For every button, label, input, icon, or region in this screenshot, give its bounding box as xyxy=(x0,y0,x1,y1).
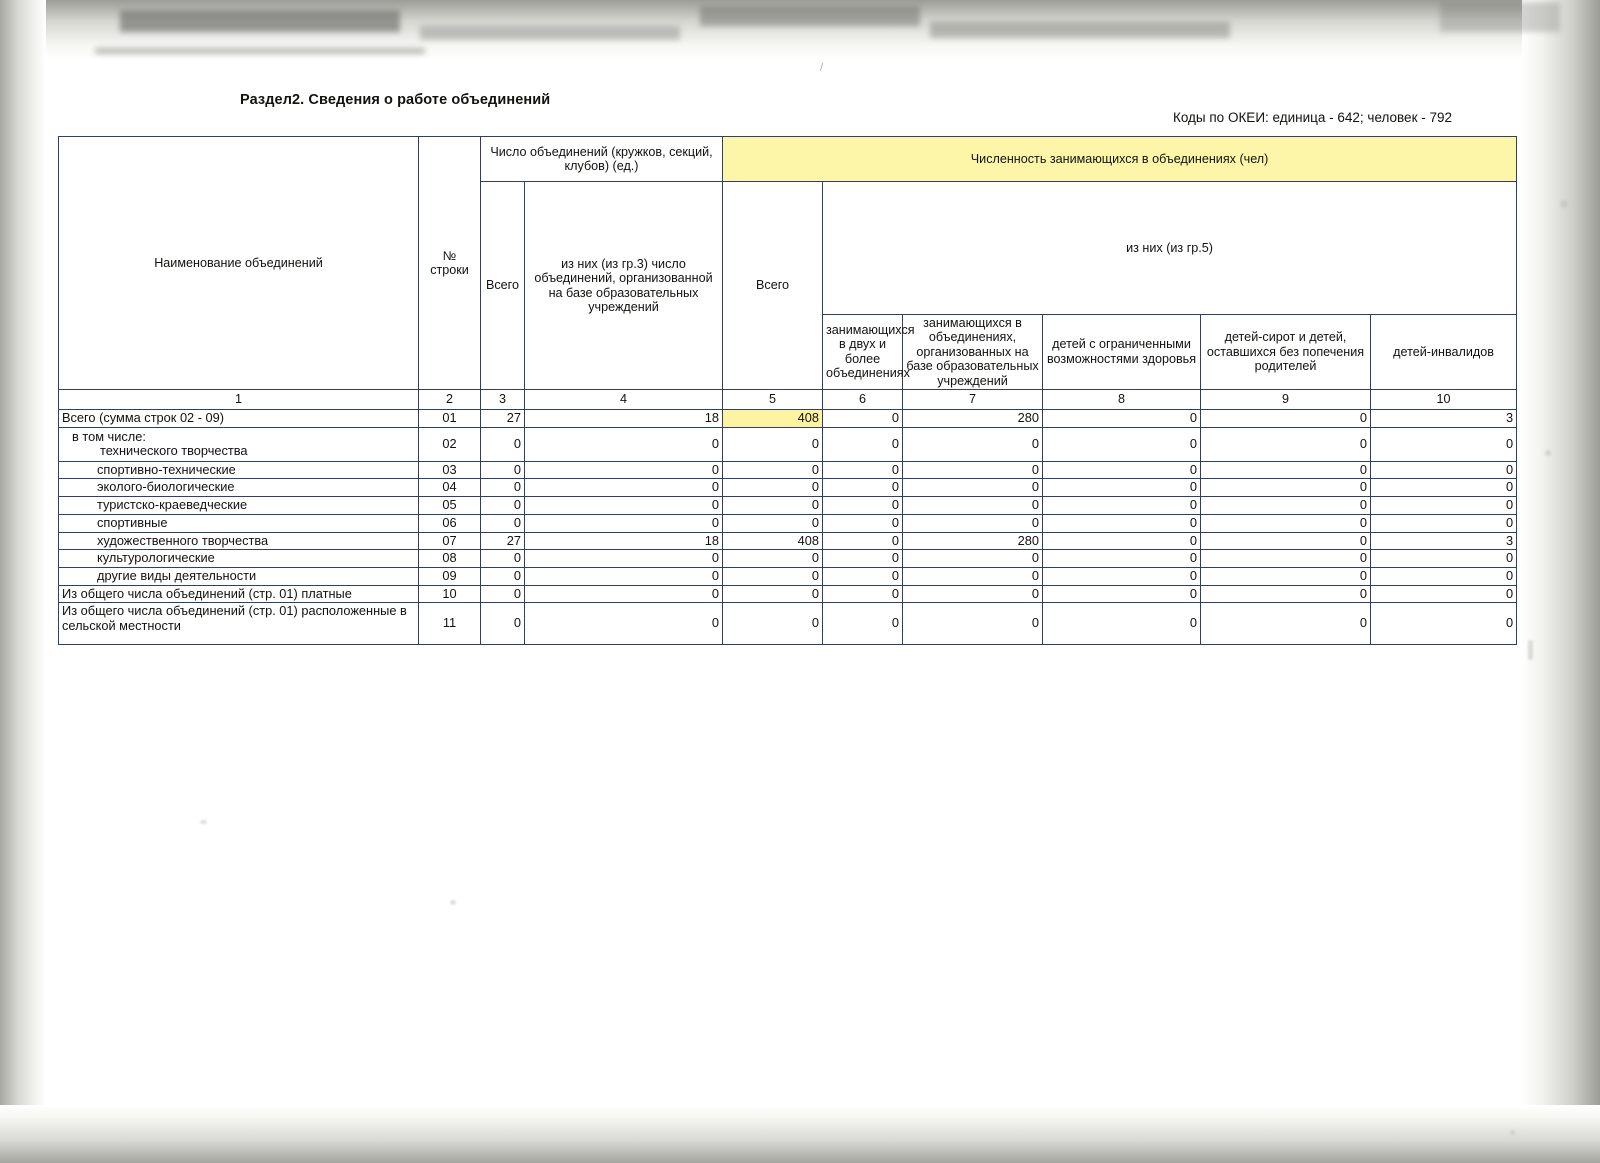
value-cell: 0 xyxy=(823,585,903,603)
value-cell: 0 xyxy=(723,461,823,479)
value-cell: 0 xyxy=(823,479,903,497)
value-cell: 0 xyxy=(1371,427,1517,461)
stray-pen-mark: / xyxy=(820,62,824,74)
scan-smudge xyxy=(700,6,920,26)
paper-fleck xyxy=(1528,640,1533,660)
row-label: художественного творчества xyxy=(59,532,419,550)
header-group-total: Всего xyxy=(481,182,525,390)
value-cell: 0 xyxy=(723,427,823,461)
value-cell: 0 xyxy=(723,514,823,532)
value-cell: 0 xyxy=(723,479,823,497)
value-cell: 0 xyxy=(1043,567,1201,585)
header-people-count: Численность занимающихся в объединениях (чел) xyxy=(723,137,1517,182)
value-cell: 0 xyxy=(823,410,903,428)
colnum-6: 6 xyxy=(823,390,903,410)
value-cell: 0 xyxy=(823,532,903,550)
value-cell: 0 xyxy=(525,497,723,515)
value-cell: 0 xyxy=(903,497,1043,515)
value-cell: 0 xyxy=(1201,585,1371,603)
paper-fleck xyxy=(450,900,456,905)
scan-smudge xyxy=(420,26,680,40)
row-number-cell: 09 xyxy=(419,567,481,585)
table-header-row-1 xyxy=(59,137,1517,182)
value-cell: 0 xyxy=(1043,585,1201,603)
row-number-cell: 03 xyxy=(419,461,481,479)
value-cell: 0 xyxy=(1371,603,1517,645)
value-cell: 0 xyxy=(525,603,723,645)
table-row xyxy=(59,550,1517,568)
scan-smudge xyxy=(120,10,400,32)
value-cell: 0 xyxy=(823,497,903,515)
value-cell: 0 xyxy=(823,567,903,585)
table-row xyxy=(59,410,1517,428)
scan-smudge xyxy=(95,48,425,54)
header-name: Наименование объединений xyxy=(59,137,419,390)
page-title: Раздел2. Сведения о работе объединений xyxy=(240,92,551,108)
value-cell: 408 xyxy=(723,532,823,550)
value-cell: 408 xyxy=(723,410,823,428)
value-cell: 0 xyxy=(481,479,525,497)
scan-smudge xyxy=(930,22,1230,38)
okei-codes-note: Коды по ОКЕИ: единица - 642; человек - 792 xyxy=(1172,110,1452,125)
colnum-2: 2 xyxy=(419,390,481,410)
table-row xyxy=(59,497,1517,515)
value-cell: 0 xyxy=(1371,567,1517,585)
value-cell: 0 xyxy=(1043,410,1201,428)
header-col10: детей-инвалидов xyxy=(1371,314,1517,389)
value-cell: 0 xyxy=(481,427,525,461)
row-number-cell: 04 xyxy=(419,479,481,497)
value-cell: 0 xyxy=(525,427,723,461)
value-cell: 0 xyxy=(1043,461,1201,479)
value-cell: 0 xyxy=(481,567,525,585)
table-row xyxy=(59,585,1517,603)
section2-data-table xyxy=(58,136,1517,645)
scan-edge-left xyxy=(0,0,46,1163)
colnum-3: 3 xyxy=(481,390,525,410)
colnum-8: 8 xyxy=(1043,390,1201,410)
value-cell: 0 xyxy=(481,585,525,603)
paper-fleck xyxy=(1510,1130,1515,1135)
header-row-number: № строки xyxy=(419,137,481,390)
value-cell: 0 xyxy=(1043,532,1201,550)
scan-edge-bottom xyxy=(0,1105,1600,1163)
row-label: Из общего числа объединений (стр. 01) платные xyxy=(59,585,419,603)
scan-smudge xyxy=(1440,2,1560,32)
value-cell: 0 xyxy=(1371,514,1517,532)
row-label: Всего (сумма строк 02 - 09) xyxy=(59,410,419,428)
value-cell: 0 xyxy=(723,603,823,645)
paper-fleck xyxy=(1545,450,1551,456)
colnum-7: 7 xyxy=(903,390,1043,410)
value-cell: 18 xyxy=(525,410,723,428)
header-col8: детей с ограниченными возможностями здоровья xyxy=(1043,314,1201,389)
paper-fleck xyxy=(1560,200,1568,208)
value-cell: 0 xyxy=(525,550,723,568)
row-number-cell: 01 xyxy=(419,410,481,428)
table-row xyxy=(59,514,1517,532)
row-label: спортивные xyxy=(59,514,419,532)
colnum-1: 1 xyxy=(59,390,419,410)
row-number-cell: 02 xyxy=(419,427,481,461)
value-cell: 0 xyxy=(823,461,903,479)
value-cell: 0 xyxy=(1043,497,1201,515)
value-cell: 0 xyxy=(903,514,1043,532)
value-cell: 0 xyxy=(1371,497,1517,515)
value-cell: 0 xyxy=(1371,461,1517,479)
row-label: Из общего числа объединений (стр. 01) расположенные в сельской местности xyxy=(59,603,419,645)
table-row xyxy=(59,461,1517,479)
row-number-cell: 08 xyxy=(419,550,481,568)
table-row xyxy=(59,567,1517,585)
value-cell: 0 xyxy=(1201,479,1371,497)
row-label: культурологические xyxy=(59,550,419,568)
value-cell: 0 xyxy=(525,479,723,497)
colnum-4: 4 xyxy=(525,390,723,410)
value-cell: 0 xyxy=(723,585,823,603)
value-cell: 0 xyxy=(1201,514,1371,532)
table-row xyxy=(59,479,1517,497)
value-cell: 0 xyxy=(525,461,723,479)
value-cell: 0 xyxy=(1201,603,1371,645)
value-cell: 0 xyxy=(481,497,525,515)
value-cell: 18 xyxy=(525,532,723,550)
value-cell: 3 xyxy=(1371,410,1517,428)
value-cell: 0 xyxy=(903,479,1043,497)
value-cell: 280 xyxy=(903,532,1043,550)
colnum-10: 10 xyxy=(1371,390,1517,410)
row-number-cell: 07 xyxy=(419,532,481,550)
header-people-of-which: из них (из гр.5) xyxy=(823,182,1517,315)
row-number-cell: 06 xyxy=(419,514,481,532)
value-cell: 0 xyxy=(903,427,1043,461)
header-col9: детей-сирот и детей, оставшихся без попечения родителей xyxy=(1201,314,1371,389)
value-cell: 0 xyxy=(903,585,1043,603)
row-number-cell: 11 xyxy=(419,603,481,645)
value-cell: 0 xyxy=(1201,410,1371,428)
row-label-line2: технического творчества xyxy=(100,443,248,459)
value-cell: 0 xyxy=(903,567,1043,585)
header-group-of-which: из них (из гр.3) число объединений, организованной на базе образовательных учреждений xyxy=(525,182,723,390)
value-cell: 0 xyxy=(481,550,525,568)
value-cell: 27 xyxy=(481,410,525,428)
table-row xyxy=(59,427,1517,461)
row-label: спортивно-технические xyxy=(59,461,419,479)
table-row xyxy=(59,532,1517,550)
value-cell: 0 xyxy=(1371,479,1517,497)
colnum-9: 9 xyxy=(1201,390,1371,410)
value-cell: 0 xyxy=(723,567,823,585)
value-cell: 0 xyxy=(525,567,723,585)
value-cell: 0 xyxy=(823,427,903,461)
row-label: другие виды деятельности xyxy=(59,567,419,585)
value-cell: 0 xyxy=(823,550,903,568)
value-cell: 0 xyxy=(823,603,903,645)
value-cell: 0 xyxy=(1043,603,1201,645)
value-cell: 0 xyxy=(723,497,823,515)
value-cell: 0 xyxy=(481,514,525,532)
value-cell: 0 xyxy=(1201,427,1371,461)
scan-edge-right xyxy=(1522,0,1600,1163)
value-cell: 0 xyxy=(1201,567,1371,585)
value-cell: 0 xyxy=(481,603,525,645)
value-cell: 0 xyxy=(1043,514,1201,532)
value-cell: 27 xyxy=(481,532,525,550)
paper-fleck xyxy=(200,820,207,824)
value-cell: 3 xyxy=(1371,532,1517,550)
value-cell: 0 xyxy=(525,585,723,603)
value-cell: 0 xyxy=(1043,550,1201,568)
value-cell: 0 xyxy=(723,550,823,568)
colnum-5: 5 xyxy=(723,390,823,410)
row-label xyxy=(59,427,419,461)
value-cell: 0 xyxy=(481,461,525,479)
header-group-count: Число объединений (кружков, секций, клубов) (ед.) xyxy=(481,137,723,182)
value-cell: 0 xyxy=(903,603,1043,645)
value-cell: 0 xyxy=(823,514,903,532)
value-cell: 0 xyxy=(903,461,1043,479)
value-cell: 280 xyxy=(903,410,1043,428)
table-body xyxy=(59,410,1517,645)
row-number-cell: 10 xyxy=(419,585,481,603)
table-row xyxy=(59,603,1517,645)
value-cell: 0 xyxy=(1201,532,1371,550)
value-cell: 0 xyxy=(1201,497,1371,515)
header-col6: занимающихся в двух и более объединениях xyxy=(823,314,903,389)
header-col7: занимающихся в объединениях, организованных на базе образовательных учреждений xyxy=(903,314,1043,389)
table-column-number-row xyxy=(59,390,1517,410)
row-number-cell: 05 xyxy=(419,497,481,515)
row-label: туристско-краеведческие xyxy=(59,497,419,515)
row-label-line1: в том числе: xyxy=(72,428,146,444)
value-cell: 0 xyxy=(525,514,723,532)
value-cell: 0 xyxy=(1043,479,1201,497)
value-cell: 0 xyxy=(903,550,1043,568)
value-cell: 0 xyxy=(1201,550,1371,568)
value-cell: 0 xyxy=(1371,585,1517,603)
header-people-total: Всего xyxy=(723,182,823,390)
value-cell: 0 xyxy=(1371,550,1517,568)
value-cell: 0 xyxy=(1043,427,1201,461)
value-cell: 0 xyxy=(1201,461,1371,479)
row-label: эколого-биологические xyxy=(59,479,419,497)
